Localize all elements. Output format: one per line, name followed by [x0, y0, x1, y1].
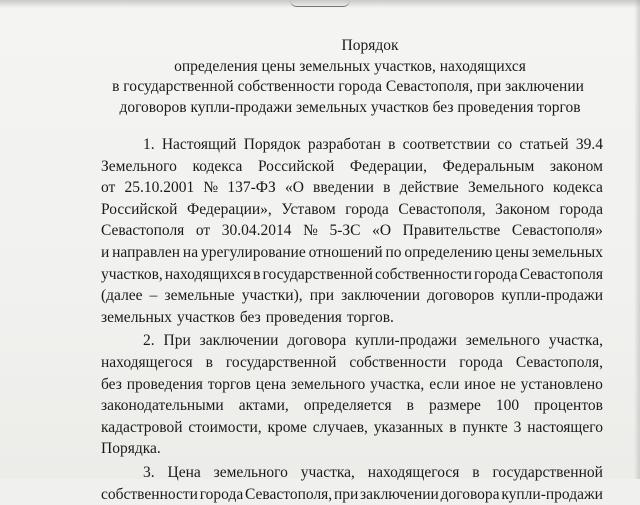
- text-line: и направлен на урегулирование отношений по определению цены земельных: [101, 242, 603, 264]
- text-line: без проведения торгов цена земельного участка, если иное не установлено: [101, 374, 603, 396]
- text-line: Российской Федерации», Уставом города Севастополя, Законом города: [101, 199, 603, 221]
- text-line: законодательными актами, определяется в размере 100 процентов: [101, 395, 603, 417]
- page-top-mark: [290, 0, 350, 7]
- title-line-1: определения цены земельных участков, находящихся: [100, 57, 600, 78]
- paragraph: [101, 330, 603, 460]
- document-body: [101, 134, 603, 505]
- text-line: находящегося в государственной собственности города Севастополя,: [101, 352, 603, 374]
- page-right-edge: [634, 0, 640, 479]
- text-line: (далее – земельные участки), при заключении договоров купли-продажи: [101, 285, 603, 307]
- title-line-3: договоров купли-продажи земельных участков без проведения торгов: [100, 98, 600, 119]
- title-main: Порядок: [140, 36, 600, 57]
- text-line: 3. Цена земельного участка, находящегося в государственной: [101, 462, 603, 484]
- text-line: собственности города Севастополя, при заключении договора купли-продажи: [101, 484, 603, 505]
- text-line: Севастополя от 30.04.2014 № 5-ЗС «О Правительстве Севастополя»: [101, 220, 603, 242]
- text-line: земельных участков без проведения торгов.: [101, 307, 603, 329]
- document-title: [100, 36, 600, 118]
- text-line: участков, находящихся в государственной собственности города Севастополя: [101, 264, 603, 286]
- text-line: от 25.10.2001 № 137-ФЗ «О введении в действие Земельного кодекса: [101, 177, 603, 199]
- text-line: 2. При заключении договора купли-продажи земельного участка,: [101, 330, 603, 352]
- text-line: 1. Настоящий Порядок разработан в соответствии со статьей 39.4: [101, 134, 603, 156]
- text-line: Порядка.: [101, 438, 603, 460]
- paragraph: [101, 134, 603, 328]
- text-line: Земельного кодекса Российской Федерации, Федеральным законом: [101, 156, 603, 178]
- text-line: кадастровой стоимости, кроме случаев, указанных в пункте 3 настоящего: [101, 417, 603, 439]
- paragraph: [101, 462, 603, 505]
- title-line-2: в государственной собственности города Севастополя, при заключении: [96, 77, 600, 98]
